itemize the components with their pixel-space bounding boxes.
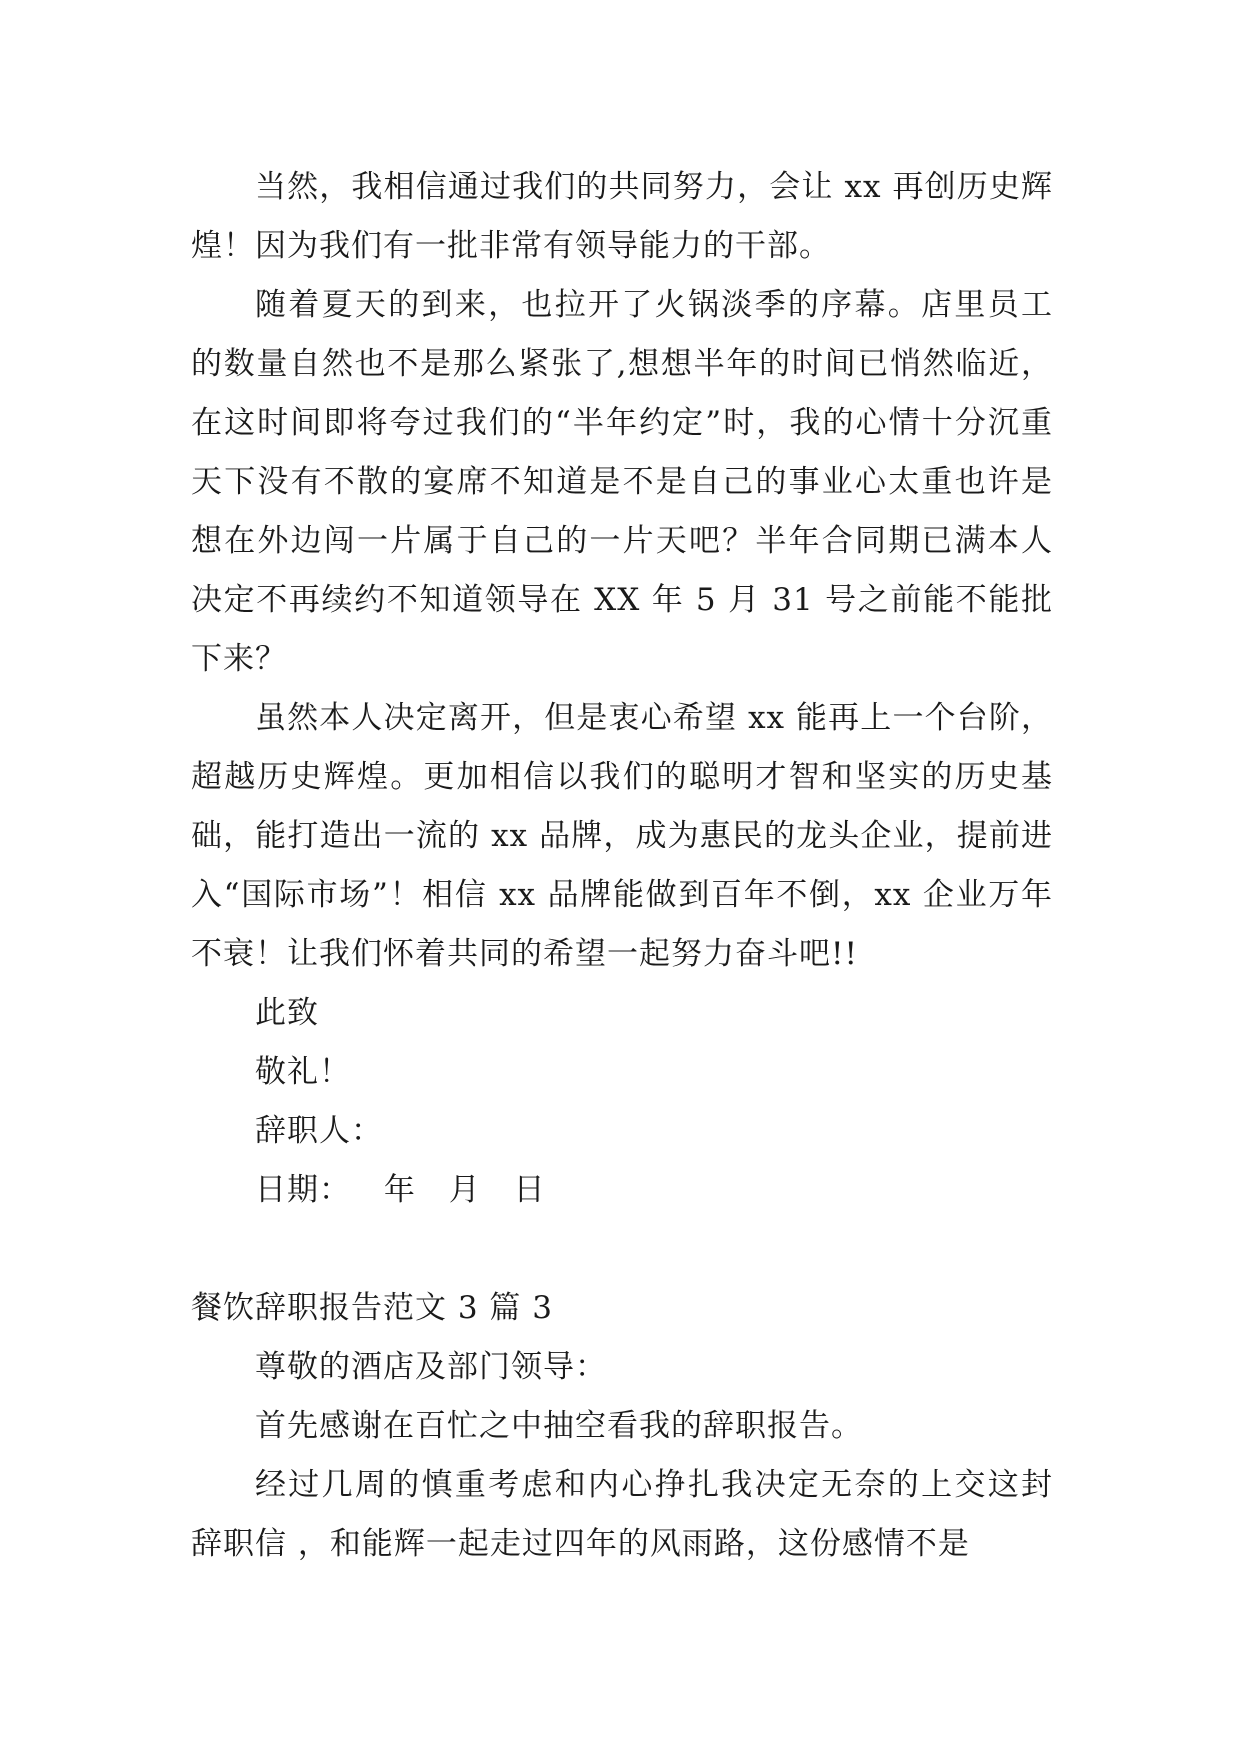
date-month-unit: 月 <box>448 1172 481 1208</box>
section-title: 餐饮辞职报告范文 3 篇 3 <box>191 1290 554 1326</box>
paragraph-confidence: 当然，我相信通过我们的共同努力，会让 xx 再创历史辉煌！因为我们有一批非常有领导能力的干部。 <box>191 169 1053 264</box>
section-greeting: 尊敬的酒店及部门领导： <box>255 1349 607 1385</box>
closing-regards: 敬礼！ <box>255 1054 351 1090</box>
paragraph-resignation-reason: 随着夏天的到来，也拉开了火锅淡季的序幕。店里员工的数量自然也不是那么紧张了,想想半年的时间已悄然临近，在这时间即将夸过我们的“半年约定”时，我的心情十分沉重天下没有不散的宴席不知道是不是自己的事业心太重也许是想在外边闯一片属于自己的一片天吧？半年合同期已满本人决定不再续约不知道领导在 XX 年 5 月 31 号之前能不能批下来？ <box>191 287 1053 677</box>
paragraph-wishes: 虽然本人决定离开，但是衷心希望 xx 能再上一个台阶，超越历史辉煌。更加相信以我们的聪明才智和坚实的历史基础，能打造出一流的 xx 品牌，成为惠民的龙头企业，提前进入“国际市场”！相信 xx 品牌能做到百年不倒，xx 企业万年不衰！让我们怀着共同的希望一起努力奋斗吧!! <box>191 700 1053 972</box>
date-day-unit: 日 <box>513 1172 546 1208</box>
date-year-unit: 年 <box>383 1172 416 1208</box>
paragraph-thanks: 首先感谢在百忙之中抽空看我的辞职报告。 <box>255 1408 863 1444</box>
paragraph-decision: 经过几周的慎重考虑和内心挣扎我决定无奈的上交这封辞职信 ，和能辉一起走过四年的风雨路，这份感情不是 <box>191 1467 1053 1562</box>
date-line <box>191 1161 1053 1220</box>
date-label: 日期： <box>255 1172 351 1208</box>
document-body <box>191 158 1053 1574</box>
resigner-label: 辞职人： <box>255 1113 383 1149</box>
closing-salutation: 此致 <box>255 995 319 1031</box>
